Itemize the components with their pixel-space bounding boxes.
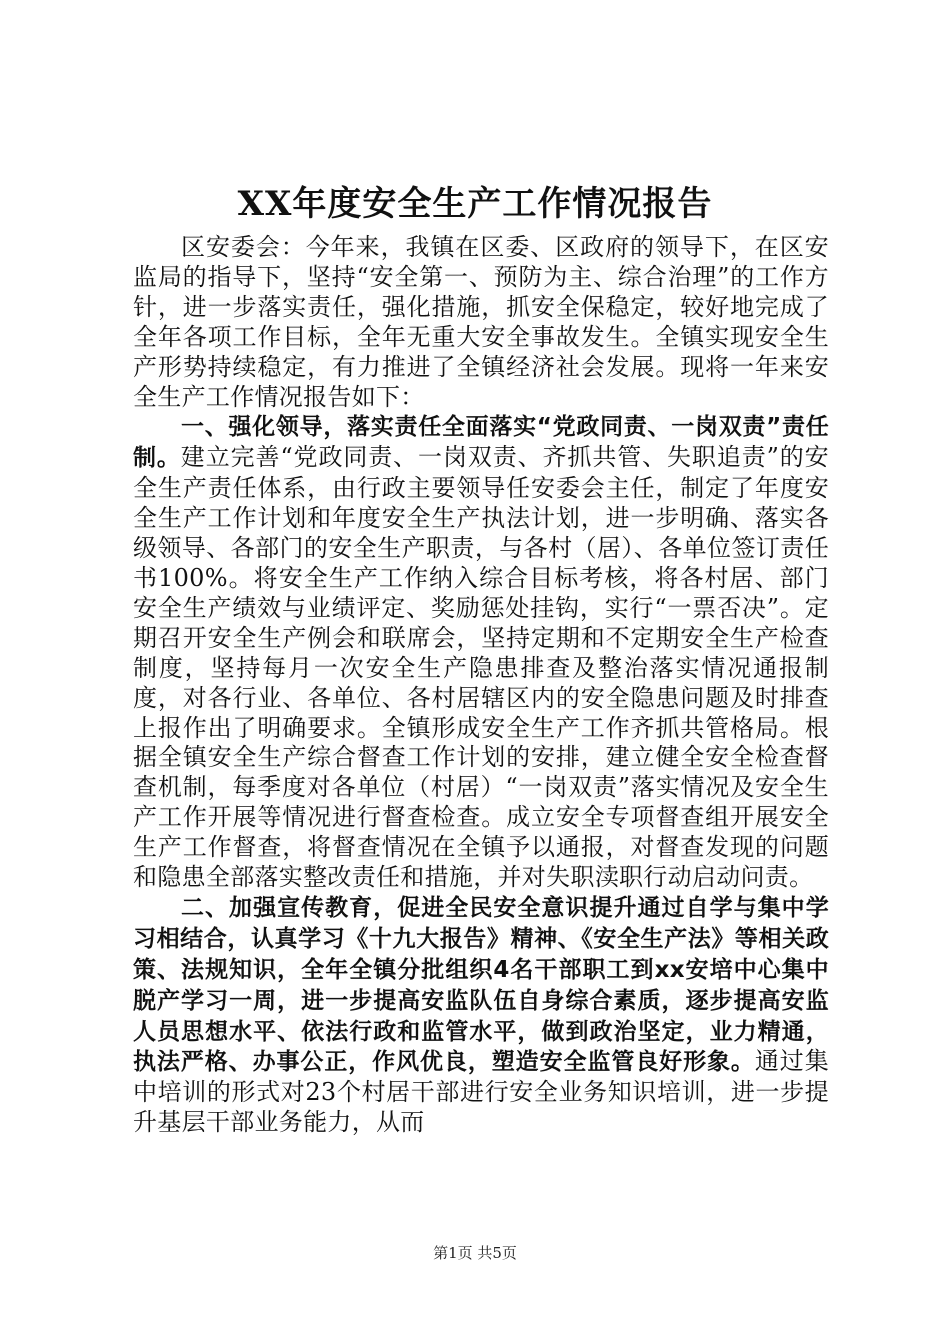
section-2-text: 通过集中培训的形式对23个村居干部进行安全业务知识培训，进一步提升基层干部业务能力，从而 [133,1047,829,1137]
section-1-text: 建立完善“党政同责、一岗双责、齐抓共管、失职追责”的安全生产责任体系，由行政主要领导任安委会主任，制定了年度安全生产工作计划和年度安全生产执法计划，进一步明确、落实各级领导、各部门的安全生产职责，与各村（居）、各单位签订责任书100%。将安全生产工作纳入综合目标考核，将各村居、部门安全生产绩效与业绩评定、奖励惩处挂钩，实行“一票否决”。定期召开安全生产例会和联席会，坚持定期和不定期安全生产检查制度，坚持每月一次安全生产隐患排查及整治落实情况通报制度，对各行业、各单位、各村居辖区内的安全隐患问题及时排查上报作出了明确要求。全镇形成安全生产工作齐抓共管格局。根据全镇安全生产综合督查工作计划的安排，建立健全安全检查督查机制，每季度对各单位（村居）“一岗双责”落实情况及安全生产工作开展等情况进行督查检查。成立安全专项督查组开展安全生产工作督查，将督查情况在全镇予以通报，对督查发现的问题和隐患全部落实整改责任和措施，并对失职渎职行动启动问责。 [133,443,829,892]
page-number: 第1页 共5页 [433,1244,517,1262]
section-2-heading: 二、加强宣传教育，促进全民安全意识提升通过自学与集中学习相结合，认真学习《十九大报告》精神、《安全生产法》等相关政策、法规知识，全年全镇分批组织4名干部职工到xx安培中心集中脱产学习一周，进一步提高安监队伍自身综合素质，逐步提高安监人员思想水平、依法行政和监管水平，做到政治坚定，业力精通，执法严格、办事公正，作风优良，塑造安全监管良好形象。 [133,894,829,1076]
section-paragraph-1 [133,412,829,893]
document-title: XX年度安全生产工作情况报告 [237,184,713,224]
section-paragraph-2 [133,893,829,1138]
document-body [133,233,829,1138]
section-1-heading: 一、强化领导，落实责任全面落实“党政同责、一岗双责”责任制。 [133,414,829,472]
intro-paragraph: 区安委会：今年来，我镇在区委、区政府的领导下，在区安监局的指导下，坚持“安全第一、预防为主、综合治理”的工作方针，进一步落实责任，强化措施，抓安全保稳定，较好地完成了全年各项工作目标，全年无重大安全事故发生。全镇实现安全生产形势持续稳定，有力推进了全镇经济社会发展。现将一年来安全生产工作情况报告如下： [133,233,829,411]
